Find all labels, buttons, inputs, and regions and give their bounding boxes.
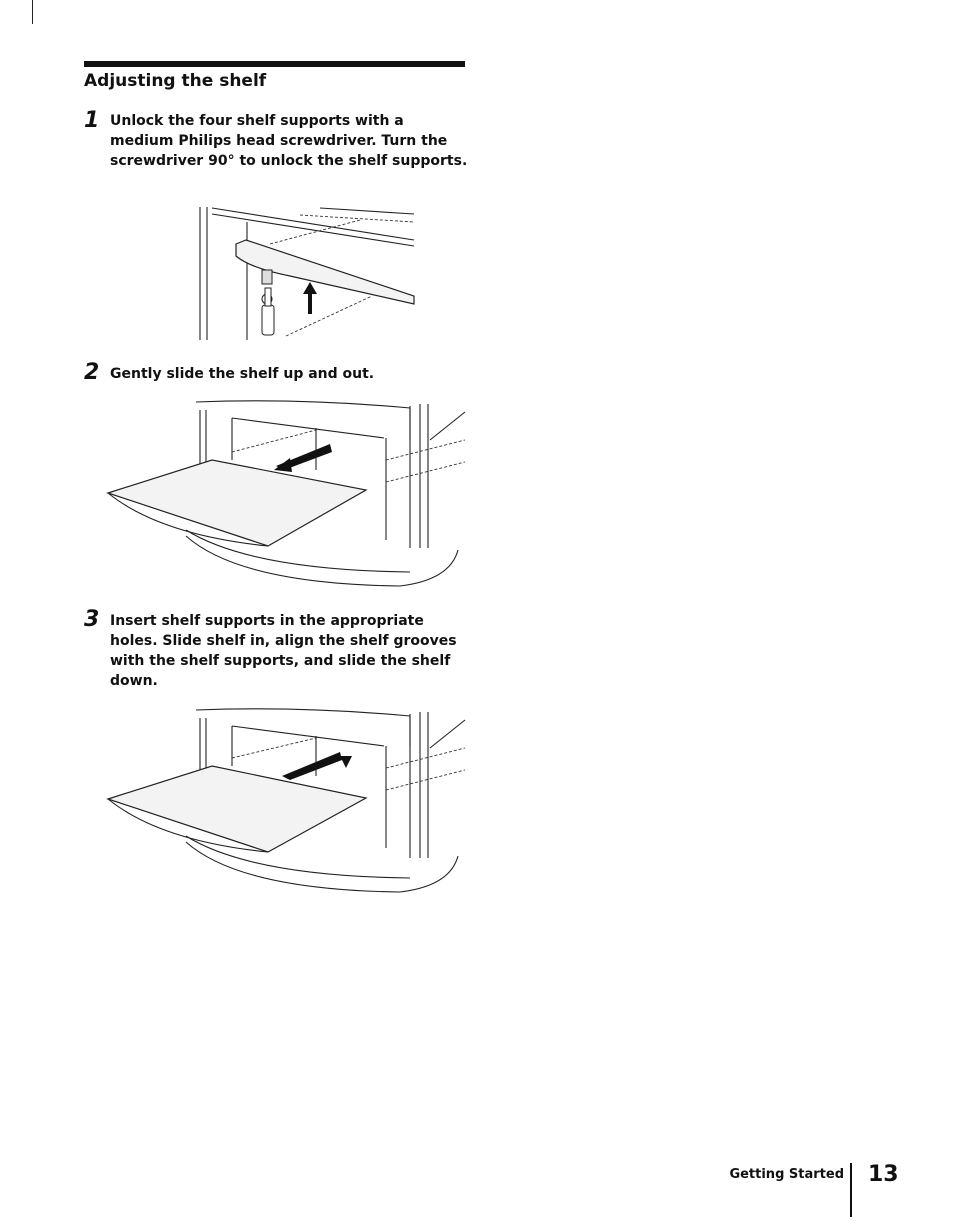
section-title: Adjusting the shelf [84,71,267,91]
step-1-text: Unlock the four shelf supports with a medium Philips head screwdriver. Turn the screwdriver 90° to unlock the shelf supports. [110,113,468,169]
footer-divider [850,1163,852,1217]
step-3-number: 3 [84,607,100,632]
step-1-number: 1 [84,108,100,133]
page-number: 13 [868,1162,899,1187]
step-2-text: Gently slide the shelf up and out. [110,366,375,382]
footer-section-name: Getting Started [729,1167,844,1182]
step-3-text: Insert shelf supports in the appropriate holes. Slide shelf in, align the shelf grooves with the shelf supports, and slide the shelf down. [110,613,457,689]
step-2-number: 2 [84,360,100,385]
